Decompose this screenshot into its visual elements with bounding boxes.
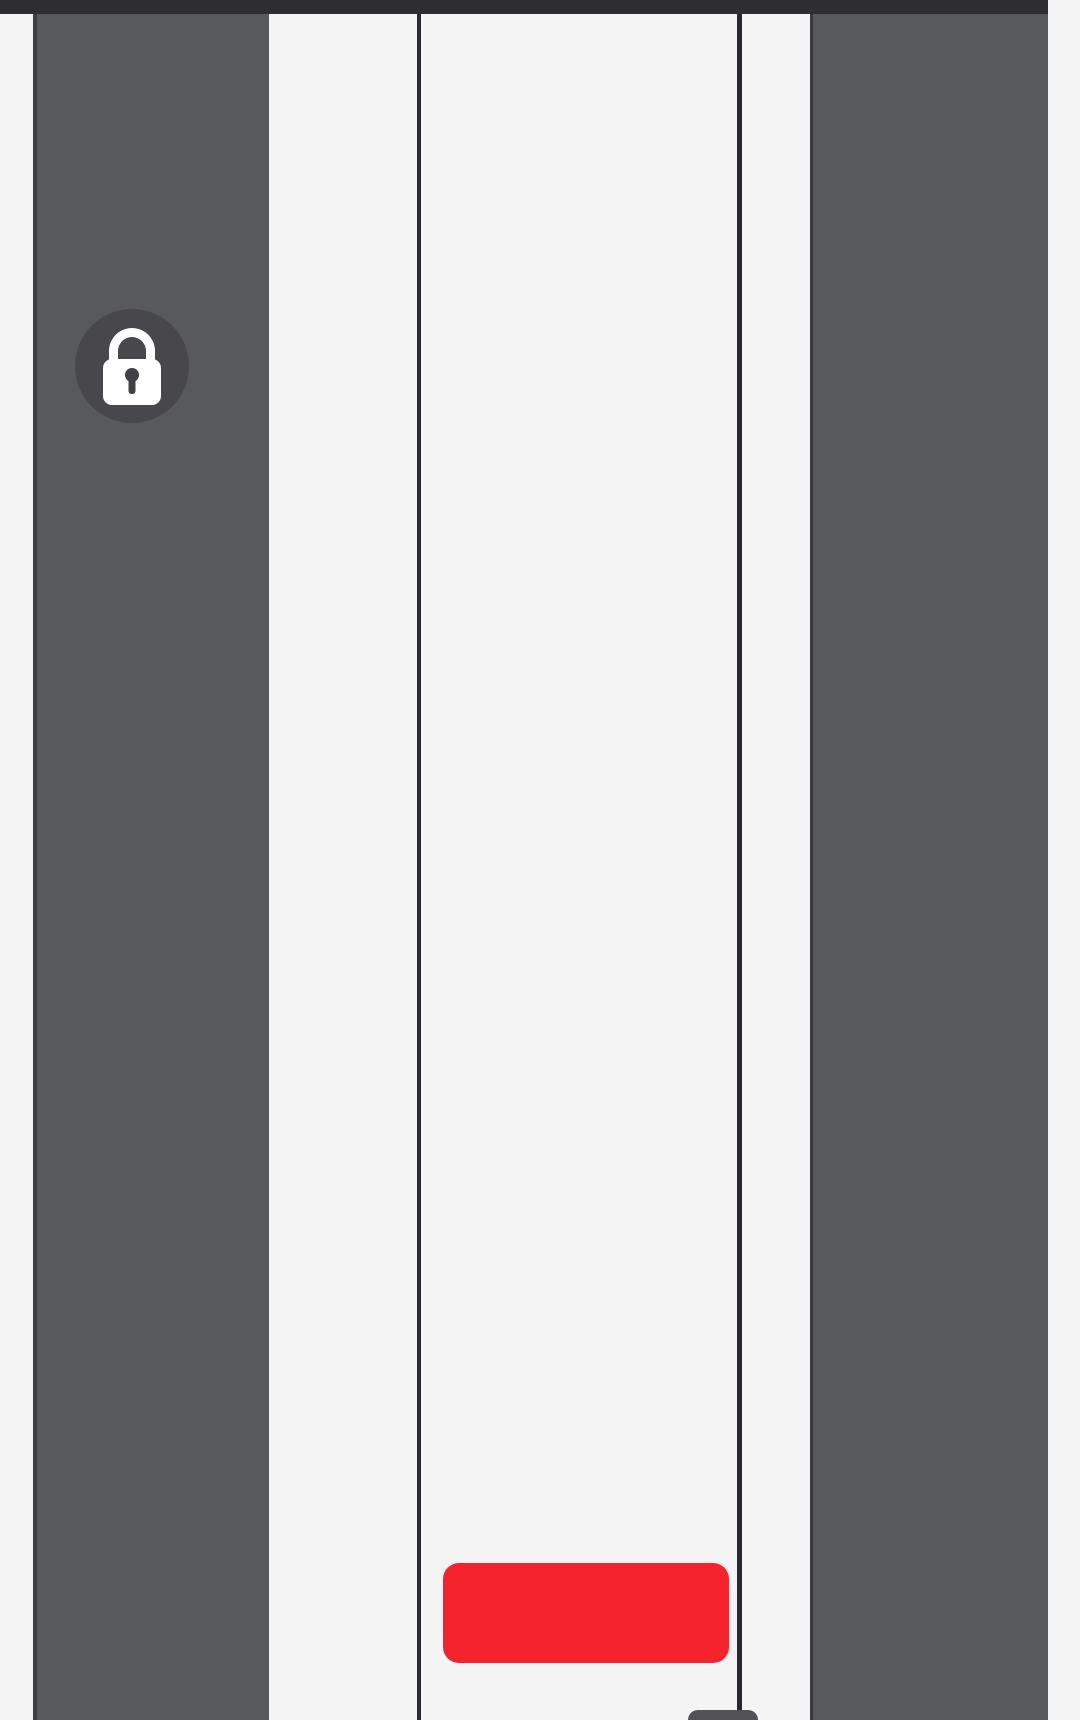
right-dim-panel (810, 14, 1048, 1720)
head-tail-sum-badge (443, 1563, 729, 1663)
lock-keyhole-stem (129, 378, 136, 394)
lock-icon (109, 328, 155, 363)
left-dim-panel (33, 14, 269, 1720)
table-left-border (417, 14, 421, 1720)
draw-table (269, 14, 810, 1720)
lock-button[interactable] (75, 309, 189, 423)
top-bar (0, 0, 1048, 14)
tail-column-divider (737, 14, 742, 1720)
lock-icon-body (103, 359, 161, 405)
bottom-peek-element (688, 1710, 758, 1720)
